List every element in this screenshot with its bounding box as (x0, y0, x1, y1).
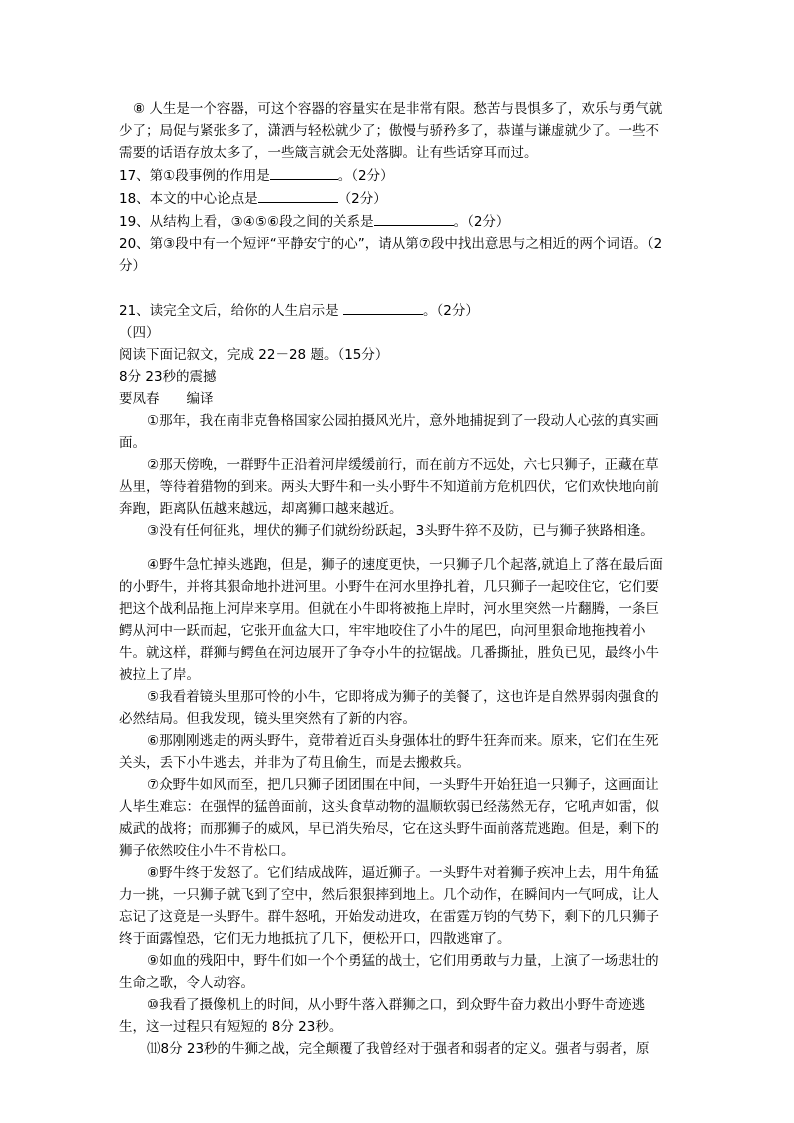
article-paragraph-1: ①那年，我在南非克鲁格国家公园拍摄风光片，意外地捕捉到了一段动人心弦的真实画面。 (119, 413, 659, 451)
spacer (119, 542, 671, 554)
article-paragraph-9: ⑨如血的残阳中，野牛们如一个个勇猛的战士，它们用勇敢与力量，上演了一场悲壮的生命之歌，令人动容。 (119, 953, 659, 991)
question-18 (119, 187, 671, 210)
answer-blank-17[interactable] (270, 164, 338, 180)
question-19 (119, 210, 671, 233)
question-17 (119, 164, 671, 187)
question-21-score: 。（2分） (422, 303, 479, 319)
article-paragraph-3: ③没有任何征兆，埋伏的狮子们就纷纷跃起，3头野牛猝不及防，已与狮子狭路相逢。 (147, 523, 654, 539)
document-page (119, 98, 671, 1060)
article-paragraph-7: ⑦众野牛如风而至，把几只狮子团团围在中间，一头野牛开始狂追一只狮子，这画面让人毕生难忘：在强悍的猛兽面前，这头食草动物的温顺软弱已经荡然无存，它吼声如雷，似威武的战将；而那狮子的威风，早已消失殆尽，它在这头野牛面前落荒逃跑。但是，剩下的狮子依然咬住小牛不肯松口。 (119, 777, 659, 859)
spacer (119, 277, 671, 299)
article-paragraph-10: ⑩我看了摄像机上的时间，从小野牛落入群狮之口，到众野牛奋力救出小野牛奇迹逃生，这一过程只有短短的 8分 23秒。 (119, 997, 646, 1035)
article-paragraph-4: ④野牛急忙掉头逃跑，但是，狮子的速度更快，一只狮子几个起落,就追上了落在最后面的小野牛，并将其狠命地扑进河里。小野牛在河水里挣扎着，几只狮子一起咬住它，它们要把这个战利品拖上河岸来享用。但就在小牛即将被拖上岸时，河水里突然一片翻腾，一条巨鳄从河中一跃而起，它张开血盆大口，牢牢地咬住了小牛的尾巴，向河里狠命地拖拽着小牛。就这样，群狮与鳄鱼在河边展开了争夺小牛的拉锯战。几番撕扯，胜负已见，最终小牛被拉上了岸。 (119, 557, 663, 683)
article-paragraph-2: ②那天傍晚，一群野牛正沿着河岸缓缓前行，而在前方不远处，六七只狮子，正藏在草丛里，等待着猎物的到来。两头大野牛和一头小野牛不知道前方危机四伏，它们欢快地向前奔跑，距离队伍越来越远，却离狮口越来越近。 (119, 457, 659, 517)
answer-blank-18[interactable] (258, 187, 338, 203)
article-title: 8分 23秒的震撼 (119, 369, 217, 385)
question-18-text: 18、本文的中心论点是 (119, 191, 258, 207)
question-19-text: 19、从结构上看，③④⑤⑥段之间的关系是 (119, 214, 374, 230)
answer-blank-19[interactable] (374, 210, 454, 226)
article-author: 要凤春 编译 (119, 391, 214, 407)
article-paragraph-8: ⑧野牛终于发怒了。它们结成战阵，逼近狮子。一头野牛对着狮子疾冲上去，用牛角猛力一挑，一只狮子就飞到了空中，然后狠狠摔到地上。几个动作，在瞬间内一气呵成，让人忘记了这竟是一头野牛。群牛怒吼，开始发动进攻，在雷霆万钧的气势下，剩下的几只狮子终于面露惶恐，它们无力地抵抗了几下，便松开口，四散逃窜了。 (119, 865, 659, 947)
section-label: （四） (119, 325, 160, 341)
question-21-text: 21、读完全文后，给你的人生启示是 (119, 303, 343, 319)
article-paragraph-6: ⑥那刚刚逃走的两头野牛，竟带着近百头身强体壮的野牛狂奔而来。原来，它们在生死关头，丢下小牛逃去，并非为了苟且偷生，而是去搬救兵。 (119, 733, 659, 771)
essay-paragraph-8: ⑧ 人生是一个容器，可这个容器的容量实在是非常有限。愁苦与畏惧多了，欢乐与勇气就少了；局促与紧张多了，潇洒与轻松就少了；傲慢与骄矜多了，恭谨与谦虚就少了。一些不需要的话语存放太多了，一些箴言就会无处落脚。让有些话穿耳而过。 (119, 101, 663, 161)
article-paragraph-11: ⑾8分 23秒的牛狮之战，完全颠覆了我曾经对于强者和弱者的定义。强者与弱者，原 (147, 1041, 650, 1057)
question-21 (119, 299, 671, 322)
question-19-score: 。（2分） (453, 214, 510, 230)
question-18-score: （2分） (337, 191, 387, 207)
answer-blank-21[interactable] (343, 299, 423, 315)
article-paragraph-5: ⑤我看着镜头里那可怜的小牛，它即将成为狮子的美餐了，这也许是自然界弱肉强食的必然结局。但我发现，镜头里突然有了新的内容。 (119, 689, 659, 727)
question-20: 20、第③段中有一个短评“平静安宁的心”，请从第⑦段中找出意思与之相近的两个词语。（2分） (119, 236, 663, 274)
question-17-score: 。（2分） (337, 168, 394, 184)
question-17-text: 17、第①段事例的作用是 (119, 168, 270, 184)
reading-instruction: 阅读下面记叙文，完成 22－28 题。（15分） (119, 347, 389, 363)
